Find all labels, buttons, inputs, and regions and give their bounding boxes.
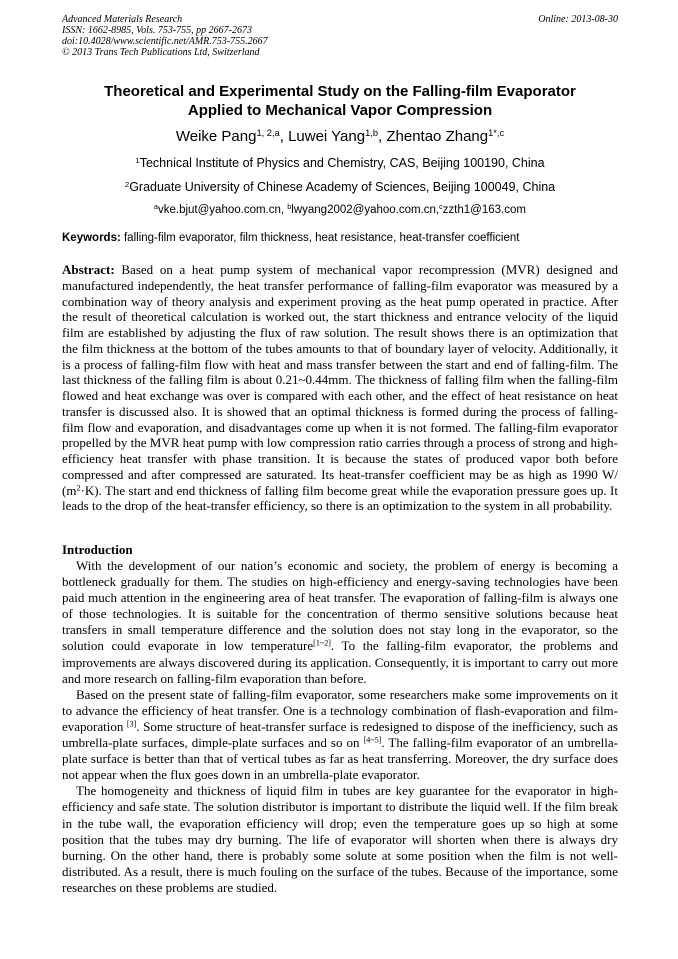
- keywords-text: falling-film evaporator, film thickness, heat resistance, heat-transfer coefficient: [120, 232, 520, 244]
- introduction-body: [62, 558, 618, 896]
- citation-4-5: [4~5]: [363, 735, 382, 745]
- journal-header: [62, 14, 618, 58]
- abstract-text-1: Based on a heat pump system of mechanical vapor recompression (MVR) designed and manufactured independently, the heat transfer performance of falling-film evaporator was measured by a combination way of theory analysis and experiment proving as the heat pump operated in practice. After the result of theoretical calculation is worked out, the start thickness and entrance velocity of the liquid film are established by adjusting the flux of raw solution. The result shows there is an optimization that the film thickness at the bottom of the tubes amounts to that of boundary layer of velocity. Additionally, it is a process of falling-film flow with heat and mass transfer between the start and end of falling-film. The last thickness of the falling film is about 0.21~0.44mm. The thickness of falling film when the falling-film flowed and heat exchange was over is compared with each other, and the effect of heat resistance on heat transfer is discussed also. It is showed that an optimal thickness is formed during the process of falling-film flow and evaporation, and disadvantages come up when it is not formed. The falling-film evaporator propelled by the MVR heat pump with low compression ratio carries through a process of strong and high-efficiency heat transfer with phase transition. It is because the states of produced vapor both before compressed and after compressed are saturated. Its heat-transfer coefficient may be as high as 1990 W/ (m: [62, 262, 618, 498]
- email-a-marker: a: [154, 203, 158, 212]
- journal-name: Advanced Materials Research: [62, 14, 183, 25]
- affiliation-1-marker: 1: [135, 155, 140, 165]
- author-list: [62, 128, 618, 146]
- abstract: [62, 262, 618, 514]
- citation-3: [3]: [126, 719, 137, 729]
- author-separator: ,: [279, 128, 289, 145]
- author-2: Luwei Yang: [288, 128, 366, 145]
- intro-p2-text-a: Based on the present state of falling-film evaporator, some researchers make some improvements on it to advance the efficiency of heat transfer. One is a technology combination of flash-evaporation and film-evaporation: [62, 686, 618, 734]
- online-date: Online: 2013-08-30: [538, 14, 618, 25]
- email-c: zzth1@163.com: [442, 204, 526, 216]
- email-b: lwyang2002@yahoo.com.cn,: [291, 204, 440, 216]
- intro-paragraph-3: The homogeneity and thickness of liquid film in tubes are key guarantee for the evaporator in high-efficiency and safe state. The solution distributor is important to distribute the liquid well. If the film break in the tube wall, the evaporation efficiency will drop; even the temperature goes up so high at some position that the tubes may dry burning. The life of evaporator will shorten when there is always dry burning. On the other hand, there is probably some solute at some position when the film is not well-distributed. As a result, there is much fouling on the surface of the tubes. Because of the importance, some researches on these problems are studied.: [62, 783, 618, 895]
- affiliation-2: [62, 180, 618, 195]
- affiliation-1: [62, 156, 618, 171]
- intro-p1-text-a: With the development of our nation’s economic and society, the problem of energy is becoming a bottleneck gradually for them. The studies on high-efficiency and energy-saving technologies have been paid much attention in the engineering area of heat transfer. The evaporation of falling-film is always one of those technologies. It is suitable for the concentration of thermo sensitive solutions because heat transfers in small temperature difference and the solution does not stay long in the evaporator, so the solution could evaporate in low temperature: [62, 558, 618, 654]
- email-a: vke.bjut@yahoo.com.cn,: [158, 204, 288, 216]
- intro-paragraph-2: [62, 687, 618, 784]
- introduction-heading: Introduction: [62, 542, 133, 557]
- intro-p2-text-c: . The falling-film evaporator of an umbrella-plate surface is better than that of vertical tubes as far as heat transferring. Moreover, the dry surface does not appear when the flux goes down in an umbrella-plate evaporator.: [62, 735, 618, 783]
- author-3: Zhentao Zhang: [386, 128, 489, 145]
- affiliation-2-text: Graduate University of Chinese Academy of Sciences, Beijing 100049, China: [129, 180, 556, 194]
- keywords: [62, 231, 618, 245]
- intro-p1-text-b: . To the falling-film evaporator, the problems and improvements are always discovered during its application. Consequently, it is important to carry out more and more research on falling-film evaporation than before.: [62, 638, 619, 686]
- doi-line: doi:10.4028/www.scientific.net/AMR.753-755.2667: [62, 36, 268, 47]
- title-line-1: Theoretical and Experimental Study on the Falling-film Evaporator: [104, 83, 576, 100]
- intro-paragraph-1: [62, 558, 618, 687]
- author-1: Weike Pang: [175, 128, 257, 145]
- citation-1-2: [1~2]: [313, 639, 331, 649]
- email-b-marker: b: [287, 203, 292, 212]
- author-2-affiliation: 1,b: [365, 127, 379, 138]
- copyright-line: © 2013 Trans Tech Publications Ltd, Switzerland: [62, 47, 260, 58]
- email-line: [62, 203, 618, 218]
- abstract-label: Abstract:: [62, 262, 115, 277]
- title-line-2: Applied to Mechanical Vapor Compression: [187, 102, 493, 119]
- abstract-superscript: 2: [76, 483, 81, 493]
- author-separator: ,: [378, 128, 387, 145]
- author-1-affiliation: 1, 2,a: [256, 127, 280, 138]
- author-3-affiliation: 1*,c: [488, 127, 505, 138]
- intro-p2-text-b: . Some structure of heat-transfer surface is redesigned to dispose of the inefficiency, such as umbrella-plate surfaces, dimple-plate surfaces and so on: [62, 718, 618, 751]
- paper-title: [62, 82, 618, 120]
- abstract-text-2: ·K). The start and end thickness of falling film become great while the evaporation pressure goes up. It leads to the drop of the heat-transfer efficiency, so there is an optimization to the system in all probability.: [62, 482, 618, 514]
- keywords-label: Keywords:: [62, 232, 121, 244]
- email-c-marker: c: [439, 203, 443, 212]
- issn-line: ISSN: 1662-8985, Vols. 753-755, pp 2667-2673: [62, 25, 252, 36]
- affiliation-1-text: Technical Institute of Physics and Chemistry, CAS, Beijing 100190, China: [139, 156, 545, 170]
- affiliation-2-marker: 2: [124, 179, 130, 189]
